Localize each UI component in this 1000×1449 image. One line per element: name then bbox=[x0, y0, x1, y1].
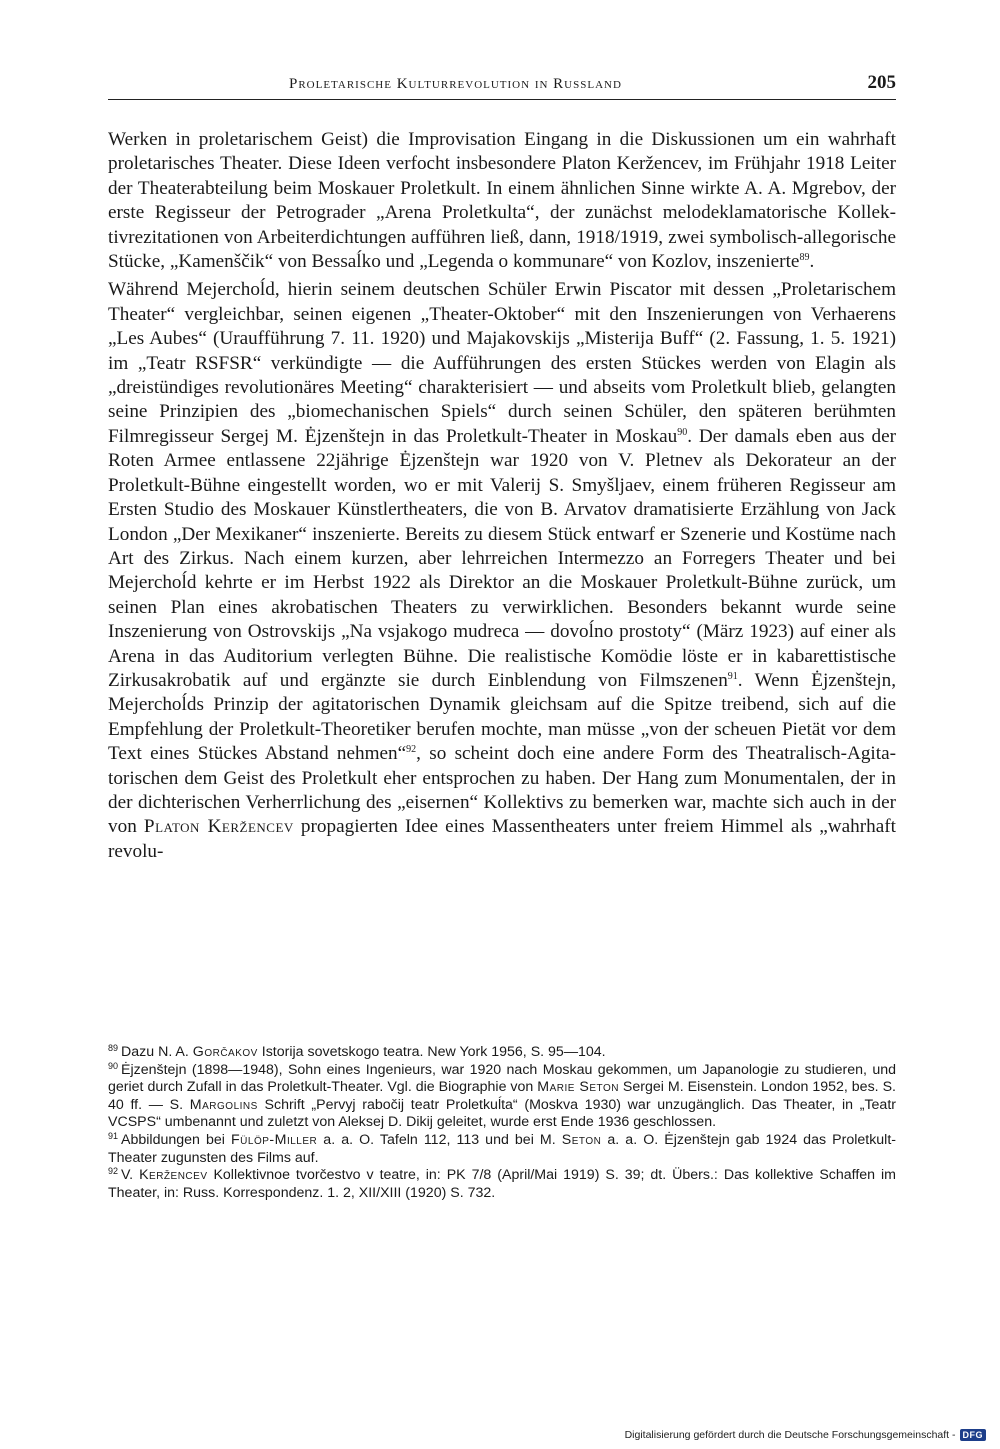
footnote-text: Kollektivnoe tvorčestvo v teatre, in: PK 7/8 (April/Mai 1919) S. 39; dt. Übers.: Das kollektive Schaffen im Theater, in: Russ. Korrespondenz. 1. 2, XII/XIII (1920) S. 732. bbox=[108, 1167, 896, 1201]
paragraph-text: . Wenn Ėjzenštejn, Mejerchoĺds Prinzip der agitatorischen Dynamik gleichsam auf die Spitze treibend, sich auf die Empfehlung der Proletkult-Theoretiker berufen mochte, man müsse „von der scheuen Pietät vor dem Text eines Stückes Abstand nehmen“ bbox=[108, 669, 896, 765]
footnote-text: V. bbox=[121, 1167, 140, 1184]
author-name: Marie Seton bbox=[537, 1079, 619, 1096]
footnote-text: Sergei M. Eisenstein. London 1952, bes. S. 40 ff. — S. bbox=[108, 1079, 896, 1113]
body-text bbox=[108, 128, 896, 864]
footnote-text: Schrift „Pervyj rabočij teatr Proletkuĺta“ (Moskva 1930) war unzugänglich. Das Theater, in „Teatr VCSPS“ umbenannt und zuletzt von Aleksej D. Dikij geleitet, wurde erst Ende 1936 geschlossen. bbox=[108, 1096, 896, 1131]
paragraph-text: Während Mejerchoĺd, hierin seinem deutschen Schüler Erwin Piscator mit dessen „Proletarischem Theater“ vergleichbar, seinen eigenen „Theater-Oktober“ mit den Inszenierungen von Verhaerens „Les Aubes“ (Uraufführung 7. 11. 1920) und Majakovskijs „Misterija Buff“ (2. Fassung, 1. 5. 1921) im „Teatr RSFSR“ verkündigte — die Aufführungen des ersten Stückes werden von Elagin als „dreistündiges revolutionäres Meeting“ charakterisiert — und abseits vom Proletkult blieb, gelangten seine Prinzipien des „biomechanischen Spiels“ durch seinen Schüler, den späteren berühmten Filmregisseur Sergej M. Ėjzenštejn in das Proletkult-Theater in Moskau bbox=[108, 279, 896, 447]
footnote-number: 90 bbox=[108, 1060, 119, 1071]
footnote-text: Abbildungen bei bbox=[121, 1131, 231, 1148]
paragraph-text: , so scheint doch eine andere Form des Theatralisch-Agitatorischen dem Geist des Proletkult eher entsprochen zu haben. Der Hang zum Monumentalen, der in der dichterischen Verherrlichung des „eisernen“ Kollektivs zu bemerken war, machte sich auch in der von bbox=[108, 743, 896, 838]
footnote-89 bbox=[108, 1044, 896, 1062]
author-name: Fülöp-Miller bbox=[231, 1131, 318, 1148]
footnote-ref-92[interactable]: 92 bbox=[406, 744, 417, 756]
paragraph-text: . bbox=[809, 251, 815, 273]
footnote-90 bbox=[108, 1062, 896, 1132]
header-rule bbox=[108, 99, 896, 100]
footnote-number: 91 bbox=[108, 1130, 119, 1141]
footnote-text: Dazu N. A. bbox=[121, 1044, 193, 1060]
footnote-92 bbox=[108, 1167, 896, 1202]
paragraph-text: propagierten Idee eines Massentheaters unter freiem Himmel als „wahrhaft revolu- bbox=[108, 816, 896, 862]
footnote-text: a. a. O. Ėjzenštejn gab 1924 das Proletkult-Theater zugunsten des Films auf. bbox=[108, 1131, 896, 1166]
footnote-ref-89[interactable]: 89 bbox=[799, 252, 810, 264]
author-name: Keržencev bbox=[139, 1167, 208, 1184]
author-name: Gorčakov bbox=[192, 1044, 258, 1060]
paragraph-1 bbox=[108, 128, 896, 274]
footnote-text: Ėjzenštejn (1898—1948), Sohn eines Ingenieurs, war 1920 nach Moskau gekommen, um Japanologie zu studieren, und geriet durch Zufall in das Proletkult-Theater. Vgl. die Biographie von bbox=[108, 1061, 896, 1096]
running-title: Proletarische Kulturrevolution in Russland bbox=[283, 76, 628, 93]
digitization-footer bbox=[625, 1429, 986, 1441]
footer-credit: Digitalisierung gefördert durch die Deutsche Forschungsgemeinschaft - bbox=[624, 1429, 956, 1441]
footnote-text: a. a. O. Tafeln 112, 113 und bei M. bbox=[317, 1131, 562, 1148]
footnote-ref-90[interactable]: 90 bbox=[677, 426, 688, 438]
page-number: 205 bbox=[862, 72, 897, 94]
paragraph-text: Werken in proletarischem Geist) die Improvisation Eingang in die Diskussionen um ein wahrhaft proletarisches Theater. Diese Ideen verfocht insbesondere Platon Keržencev, im Frühjahr 1918 Leiter der Theaterabteilung beim Moskauer Proletkult. In einem ähnlichen Sinne wirkte A. A. Mgrebov, der erste Regisseur der Petrograder „Arena Proletkulta“, der zunächst melodeklamatorische Kollektivrezitationen von Arbeiterdichtungen aufführen ließ, dann, 1918/1919, zwei symbolisch-allegorische Stücke, „Kamenščik“ von Bessaĺko und „Legenda o kommunare“ von Kozlov, inszenierte bbox=[108, 129, 896, 273]
paragraph-2 bbox=[108, 278, 896, 864]
paragraph-text: . Der damals eben aus der Roten Armee entlassene 22jährige Ėjzenštejn war 1920 von V. Pletnev als Dekorateur an der Proletkult-Bühne eingestellt worden, wo er mit Valerij S. Smyšljaev, einem früheren Regisseur am Ersten Studio des Moskauer Künstlertheaters, die von B. Arvatov dramatisierte Erzählung von Jack London „Der Mexikaner“ inszenierte. Bereits zu diesem Stück entwarf er Szenerie und Kostüme nach Art des Zirkus. Nach einem kurzen, aber lehrreichen Intermezzo an Forregers Theater und bei Mejerchoĺd kehrte er im Herbst 1922 als Direktor an die Moskauer Proletkult-Bühne zurück, um seinen Plan eines akrobatischen Theaters zu verwirklichen. Besonders bekannt wurde seine Inszenierung von Ostrovskijs „Na vsjakogo mudreca — dovoĺno prostoty“ (März 1923) auf einer als Arena in das Auditorium verlegten Bühne. Die realistische Komödie löste er in kabarettistische Zirkusakrobatik auf und ergänzte sie durch Einblendung von Filmszenen bbox=[108, 425, 896, 691]
author-name: Platon Keržencev bbox=[143, 816, 294, 838]
footnote-number: 89 bbox=[108, 1043, 119, 1053]
footnote-91 bbox=[108, 1132, 896, 1167]
footnote-number: 92 bbox=[108, 1166, 119, 1177]
footnotes bbox=[108, 1044, 896, 1202]
running-header bbox=[108, 74, 896, 102]
footnote-ref-91[interactable]: 91 bbox=[727, 670, 738, 682]
dfg-logo-icon: DFG bbox=[960, 1429, 987, 1441]
author-name: Seton bbox=[561, 1131, 602, 1148]
author-name: Margolins bbox=[189, 1096, 258, 1113]
footnote-text: Istorija sovetskogo teatra. New York 1956, S. 95—104. bbox=[257, 1044, 606, 1060]
